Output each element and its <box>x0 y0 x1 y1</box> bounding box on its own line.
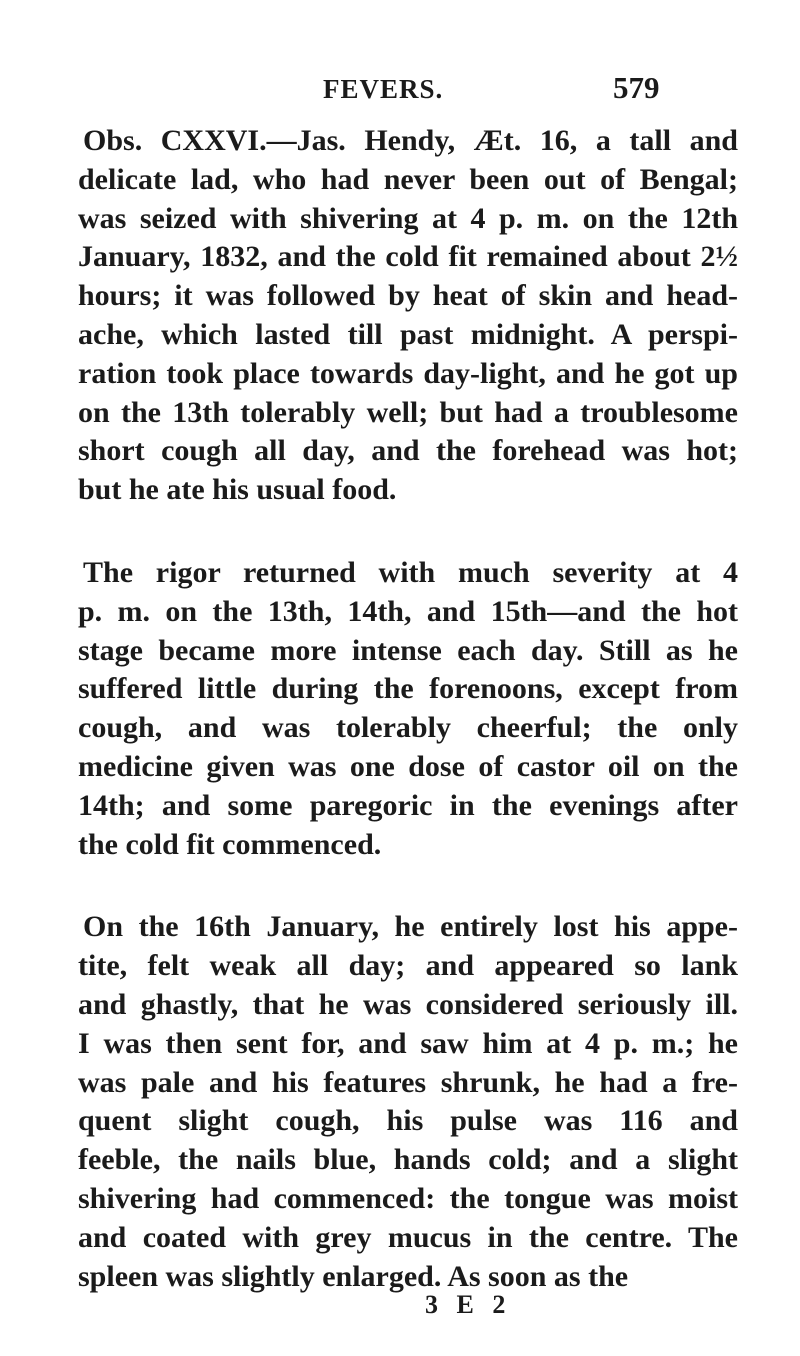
text-line: The rigor returned with much severity at 4 <box>83 555 738 589</box>
text-line: ache, which lasted till past midnight. A perspi- <box>78 317 738 351</box>
paragraph-gap <box>78 864 738 908</box>
text-line: quent slight cough, his pulse was 116 and <box>78 1104 738 1138</box>
text-line: feeble, the nails blue, hands cold; and a slight <box>78 1143 738 1177</box>
text-line: medicine given was one dose of castor oil on the <box>78 749 738 783</box>
body-text <box>78 122 738 1296</box>
text-line: suffered little during the forenoons, except from <box>78 672 738 706</box>
text-line: shivering had commenced: the tongue was moist <box>78 1181 738 1215</box>
text-line: delicate lad, who had never been out of Bengal; <box>78 162 738 196</box>
text-line: tite, felt weak all day; and appeared so lank <box>78 949 738 983</box>
text-line: on the 13th tolerably well; but had a troublesome <box>78 395 738 429</box>
page-number: 579 <box>613 70 660 105</box>
text-line: Obs. CXXVI.—Jas. Hendy, Æt. 16, a tall and <box>83 124 738 157</box>
text-line: ration took place towards day-light, and he got up <box>78 356 738 390</box>
text-line: but he ate his usual food. <box>78 473 397 507</box>
text-line: and coated with grey mucus in the centre. The <box>78 1220 738 1254</box>
text-line: stage became more intense each day. Still as he <box>78 633 738 667</box>
text-line: 14th; and some paregoric in the evenings after <box>78 788 738 822</box>
text-line: January, 1832, and the cold fit remained about 2½ <box>78 240 738 274</box>
text-line: p. m. on the 13th, 14th, and 15th—and the hot <box>78 594 738 628</box>
text-line: was seized with shivering at 4 p. m. on the 12th <box>78 201 738 235</box>
text-line: spleen was slightly enlarged. As soon as the <box>78 1259 629 1293</box>
signature-mark: 3 E 2 <box>425 1290 512 1319</box>
text-line: cough, and was tolerably cheerful; the only <box>78 711 738 745</box>
paragraph-3 <box>78 908 738 1296</box>
paragraph-2 <box>78 554 738 864</box>
paragraph-gap <box>78 510 738 554</box>
paragraph-1 <box>78 122 738 510</box>
page-header <box>0 70 800 110</box>
text-line: and ghastly, that he was considered seriously ill. <box>78 987 738 1021</box>
text-line: hours; it was followed by heat of skin and head- <box>78 279 738 313</box>
text-line: I was then sent for, and saw him at 4 p. m.; he <box>78 1026 738 1060</box>
running-title: FEVERS. <box>323 74 444 104</box>
text-line: the cold fit commenced. <box>78 827 382 861</box>
text-line: was pale and his features shrunk, he had a fre- <box>78 1065 738 1099</box>
text-line: On the 16th January, he entirely lost his appe- <box>83 910 738 944</box>
text-line: short cough all day, and the forehead was hot; <box>78 434 738 468</box>
